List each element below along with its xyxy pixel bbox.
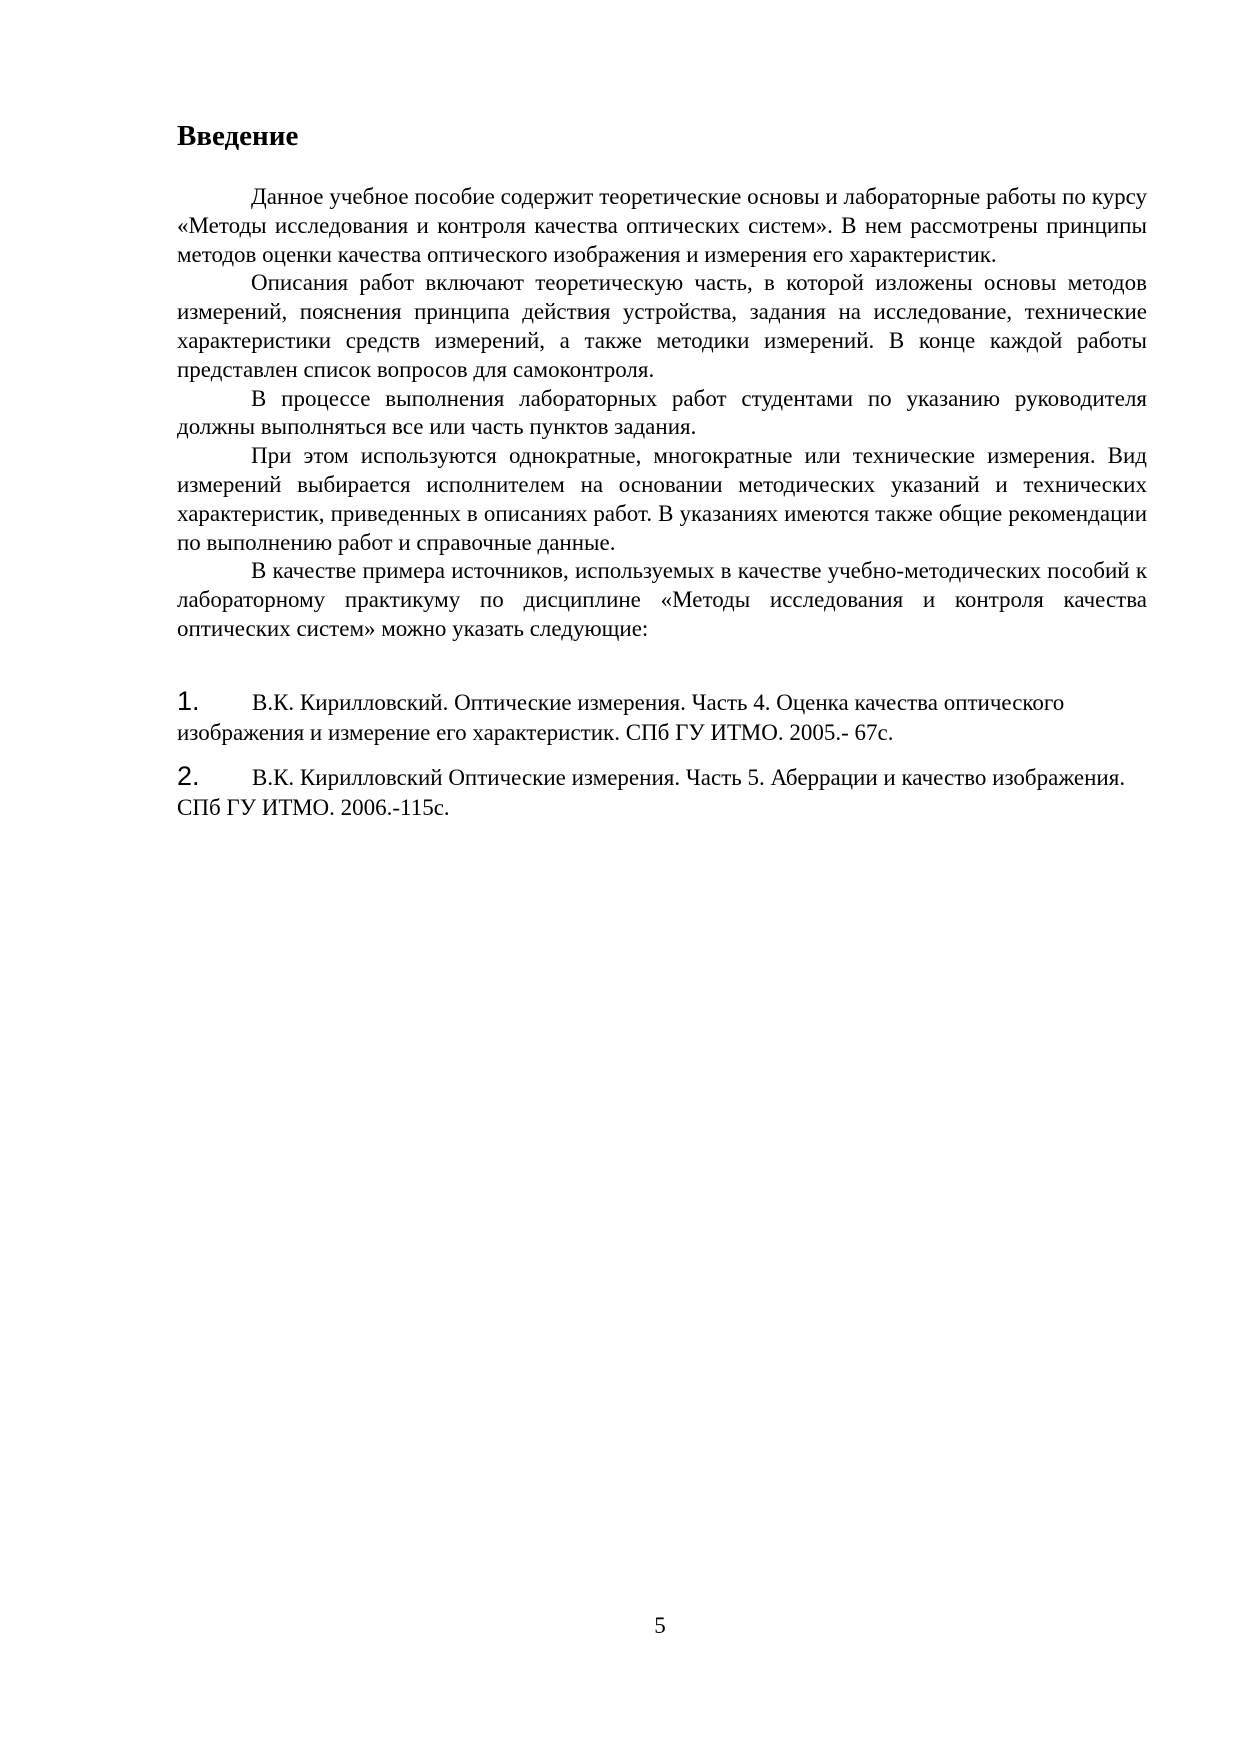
reference-number: 2. [177, 761, 200, 791]
reference-text: В.К. Кирилловский. Оптические измерения. Часть 4. Оценка качества оптического изображения и измерение его характеристик. СПб ГУ ИТМО. 2005.- 67с. [177, 690, 1065, 745]
section-heading: Введение [177, 120, 299, 152]
paragraph: В качестве примера источников, используемых в качестве учебно-методических пособий к лабораторному практикуму по дисциплине «Методы исследования и контроля качества оптических систем» можно указать следующие: [177, 558, 1147, 641]
reference-list [177, 686, 1152, 836]
reference-text: В.К. Кирилловский Оптические измерения. Часть 5. Аберрации и качество изображения. СПб ГУ ИТМО. 2006.-115с. [177, 765, 1126, 820]
reference-item [177, 686, 1152, 748]
paragraph: При этом используются однократные, многократные или технические измерения. Вид измерений выбирается исполнителем на основании методических указаний и технических характеристик, приведенных в описаниях работ. В указаниях имеются также общие рекомендации по выполнению работ и справочные данные. [177, 443, 1147, 555]
reference-item [177, 761, 1152, 823]
page-number: 5 [654, 1613, 666, 1638]
paragraph: Данное учебное пособие содержит теоретические основы и лабораторные работы по курсу «Методы исследования и контроля качества оптических систем». В нем рассмотрены принципы методов оценки качества оптического изображения и измерения его характеристик. [177, 184, 1147, 267]
paragraph: Описания работ включают теоретическую часть, в которой изложены основы методов измерений, пояснения принципа действия устройства, задания на исследование, технические характеристики средств измерений, а также методики измерений. В конце каждой работы представлен список вопросов для самоконтроля. [177, 270, 1147, 382]
body-text [177, 183, 1147, 644]
paragraph: В процессе выполнения лабораторных работ студентами по указанию руководителя должны выполняться все или часть пунктов задания. [177, 385, 1147, 440]
reference-number: 1. [177, 686, 200, 716]
